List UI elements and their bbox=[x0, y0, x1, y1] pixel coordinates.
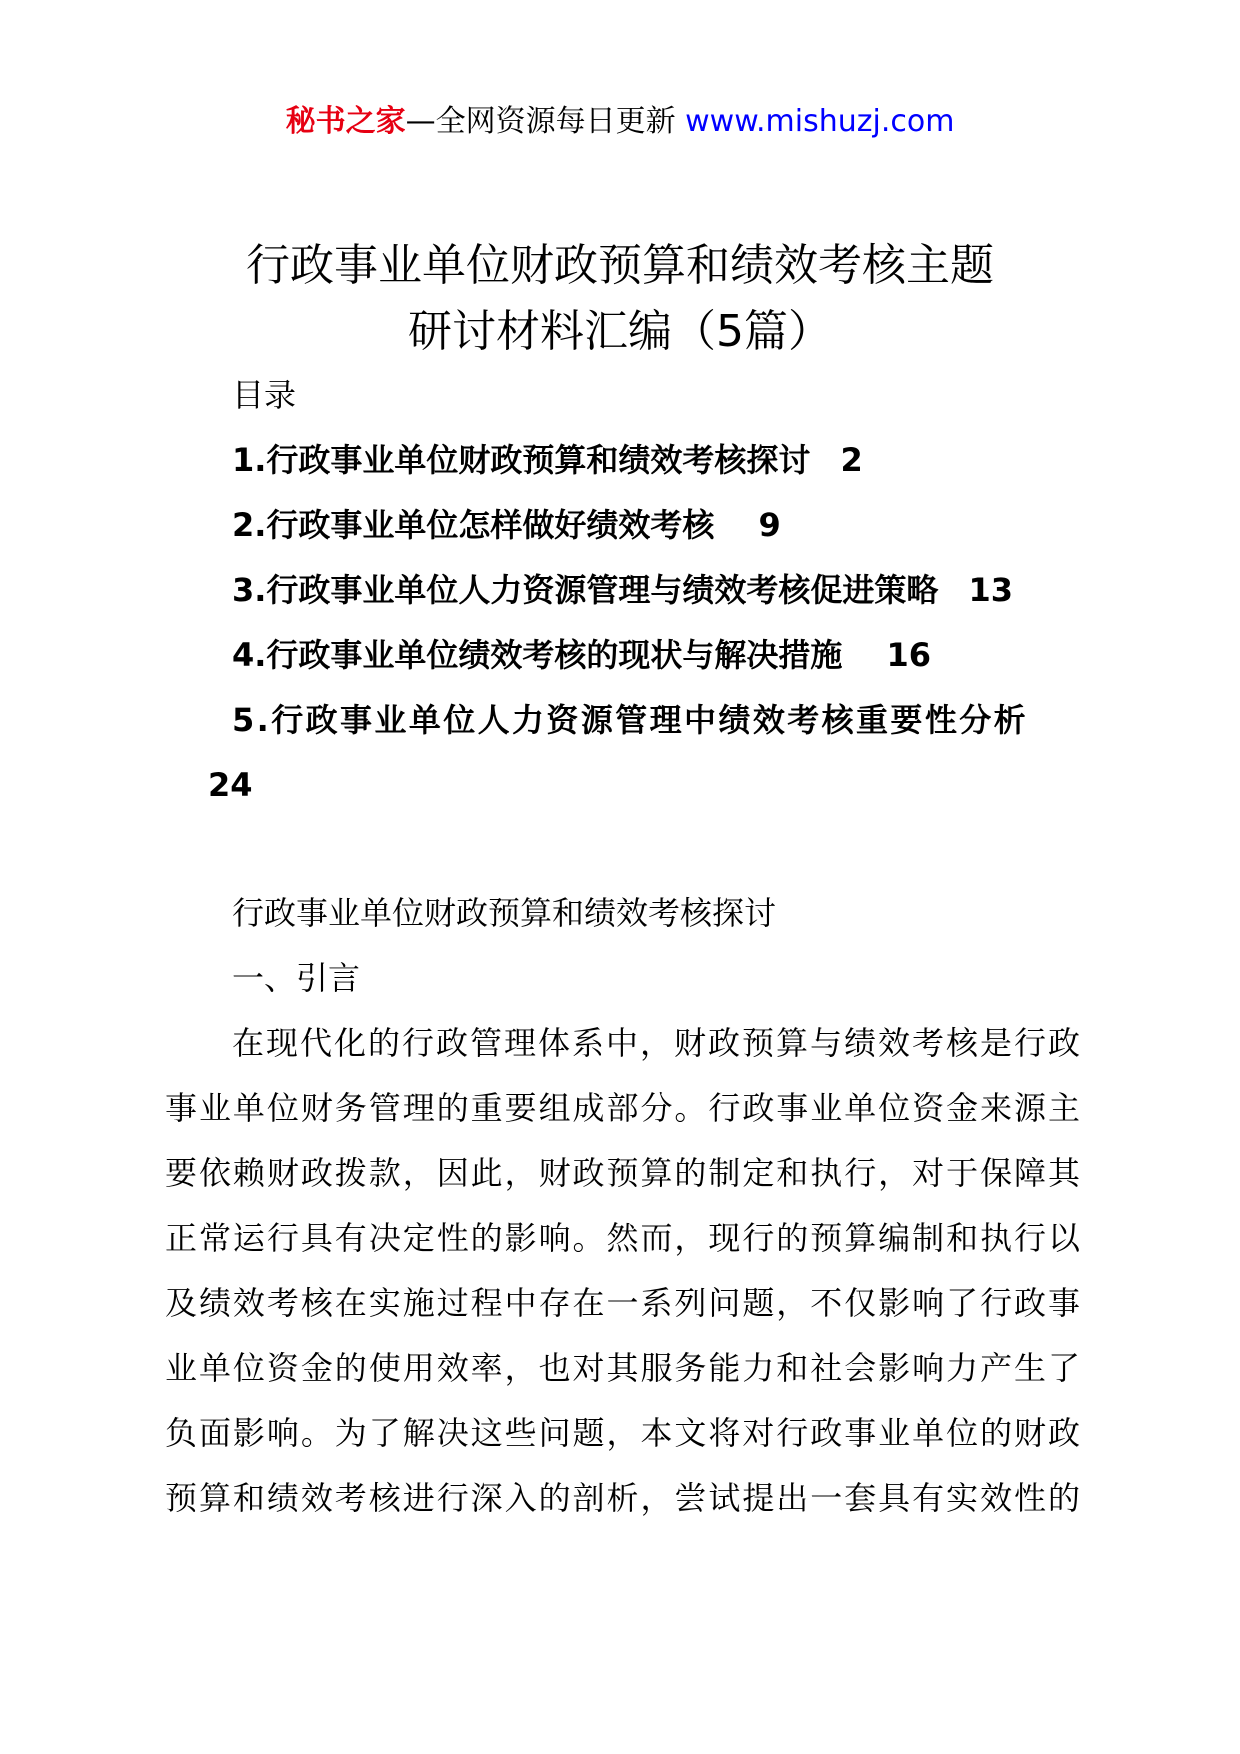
toc-item[interactable] bbox=[232, 440, 863, 480]
section-heading: 一、引言 bbox=[232, 959, 361, 997]
toc-item[interactable] bbox=[232, 635, 931, 675]
article-title: 行政事业单位财政预算和绩效考核探讨 bbox=[232, 894, 777, 932]
paragraph-line: 事业单位财务管理的重要组成部分。行政事业单位资金来源主 bbox=[165, 1089, 1080, 1127]
paragraph-line: 在现代化的行政管理体系中，财政预算与绩效考核是行政 bbox=[232, 1024, 1080, 1062]
paragraph-line: 业单位资金的使用效率，也对其服务能力和社会影响力产生了 bbox=[165, 1349, 1080, 1387]
site-header bbox=[0, 102, 1240, 142]
toc-item-text: 4.行政事业单位绩效考核的现状与解决措施 bbox=[232, 636, 843, 674]
toc-item-text: 2.行政事业单位怎样做好绩效考核 bbox=[232, 506, 715, 544]
document-title-line-1: 行政事业单位财政预算和绩效考核主题 bbox=[246, 240, 994, 291]
toc-item-text: 1.行政事业单位财政预算和绩效考核探讨 bbox=[232, 441, 811, 479]
header-slogan: —全网资源每日更新 bbox=[405, 104, 686, 139]
toc-item-text: 5.行政事业单位人力资源管理中绩效考核重要性分析 bbox=[232, 701, 1029, 739]
toc-item-text: 3.行政事业单位人力资源管理与绩效考核促进策略 bbox=[232, 571, 939, 609]
brand-name: 秘书之家 bbox=[285, 104, 406, 139]
toc-heading: 目录 bbox=[232, 376, 297, 414]
document-title-line-2: 研讨材料汇编（5篇） bbox=[408, 306, 832, 357]
toc-item[interactable] bbox=[232, 505, 781, 545]
toc-item-page: 2 bbox=[840, 441, 863, 479]
paragraph-line: 负面影响。为了解决这些问题，本文将对行政事业单位的财政 bbox=[165, 1414, 1080, 1452]
paragraph-line: 预算和绩效考核进行深入的剖析，尝试提出一套具有实效性的 bbox=[165, 1479, 1080, 1517]
toc-item-page: 9 bbox=[758, 506, 781, 544]
toc-item[interactable] bbox=[232, 700, 1028, 740]
toc-item[interactable] bbox=[232, 570, 1013, 610]
site-url-link[interactable]: www.mishuzj.com bbox=[685, 104, 955, 139]
toc-item-page: 13 bbox=[968, 571, 1013, 609]
paragraph-line: 正常运行具有决定性的影响。然而，现行的预算编制和执行以 bbox=[165, 1219, 1080, 1257]
paragraph-line: 要依赖财政拨款，因此，财政预算的制定和执行，对于保障其 bbox=[165, 1154, 1080, 1192]
toc-item-page: 24 bbox=[208, 766, 253, 804]
paragraph-line: 及绩效考核在实施过程中存在一系列问题，不仅影响了行政事 bbox=[165, 1284, 1080, 1322]
toc-item-page: 16 bbox=[886, 636, 931, 674]
